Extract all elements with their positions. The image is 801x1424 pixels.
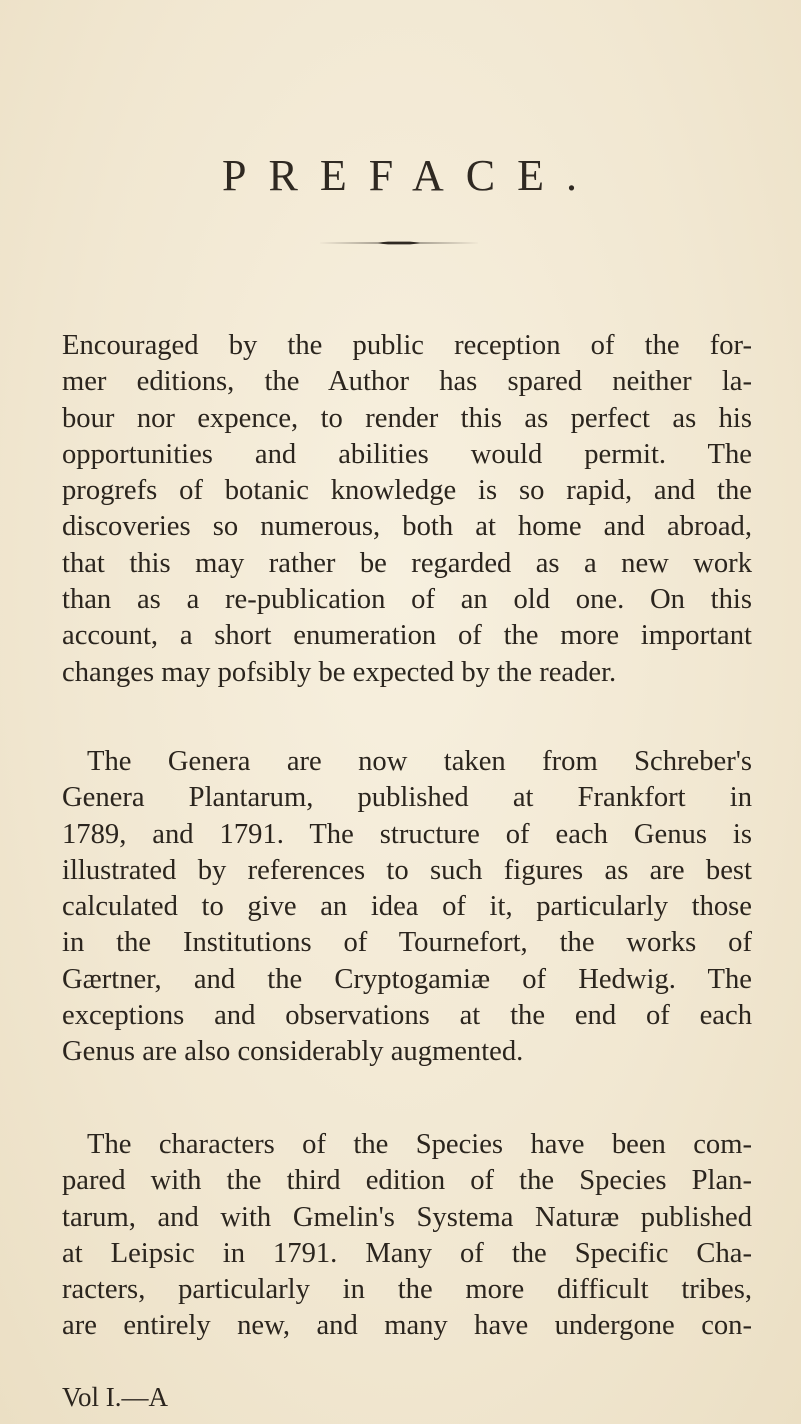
text-line: Genera Plantarum, published at Frankfort in [62,782,752,814]
paragraph-1 [62,328,752,691]
text-line: 1789, and 1791. The structure of each Genus is [62,818,752,850]
signature-mark: Vol I.—A [62,1382,169,1412]
text-line: illustrated by references to such figures as are best [62,854,752,886]
text-line: racters, particularly in the more difficult tribes, [62,1274,752,1306]
text-line: The Genera are now taken from Schreber's [87,746,752,777]
paragraph-3 [62,1127,752,1345]
text-line: that this may rather be regarded as a new work [62,547,752,579]
text-line: The characters of the Species have been com- [87,1129,752,1160]
text-line: bour nor expence, to render this as perfect as his [62,402,752,434]
text-line: changes may pofsibly be expected by the reader. [62,656,617,688]
text-line: discoveries so numerous, both at home and abroad, [62,511,752,543]
text-line: exceptions and observations at the end of each [62,1000,752,1032]
text-line: at Leipsic in 1791. Many of the Specific Cha- [62,1237,752,1269]
text-line: than as a re-publication of an old one. On this [62,584,752,616]
ornamental-rule [318,241,480,244]
text-line: Encouraged by the public reception of the for- [62,330,752,361]
text-line: Genus are also considerably augmented. [62,1036,524,1068]
text-line: calculated to give an idea of it, particularly those [62,891,752,923]
text-line: progrefs of botanic knowledge is so rapid, and the [62,475,752,507]
text-line: tarum, and with Gmelin's Systema Naturæ published [62,1201,752,1233]
text-line: in the Institutions of Tournefort, the works of [62,927,752,959]
text-line: mer editions, the Author has spared neither la- [62,366,752,398]
text-line: account, a short enumeration of the more important [62,620,752,652]
page-heading: PREFACE. [222,151,599,200]
text-line: Gærtner, and the Cryptogamiæ of Hedwig. The [62,963,752,995]
text-line: pared with the third edition of the Species Plan- [62,1165,752,1197]
paragraph-2 [62,744,752,1071]
text-line: are entirely new, and many have undergone con- [62,1310,752,1342]
text-line: opportunities and abilities would permit. The [62,438,752,470]
